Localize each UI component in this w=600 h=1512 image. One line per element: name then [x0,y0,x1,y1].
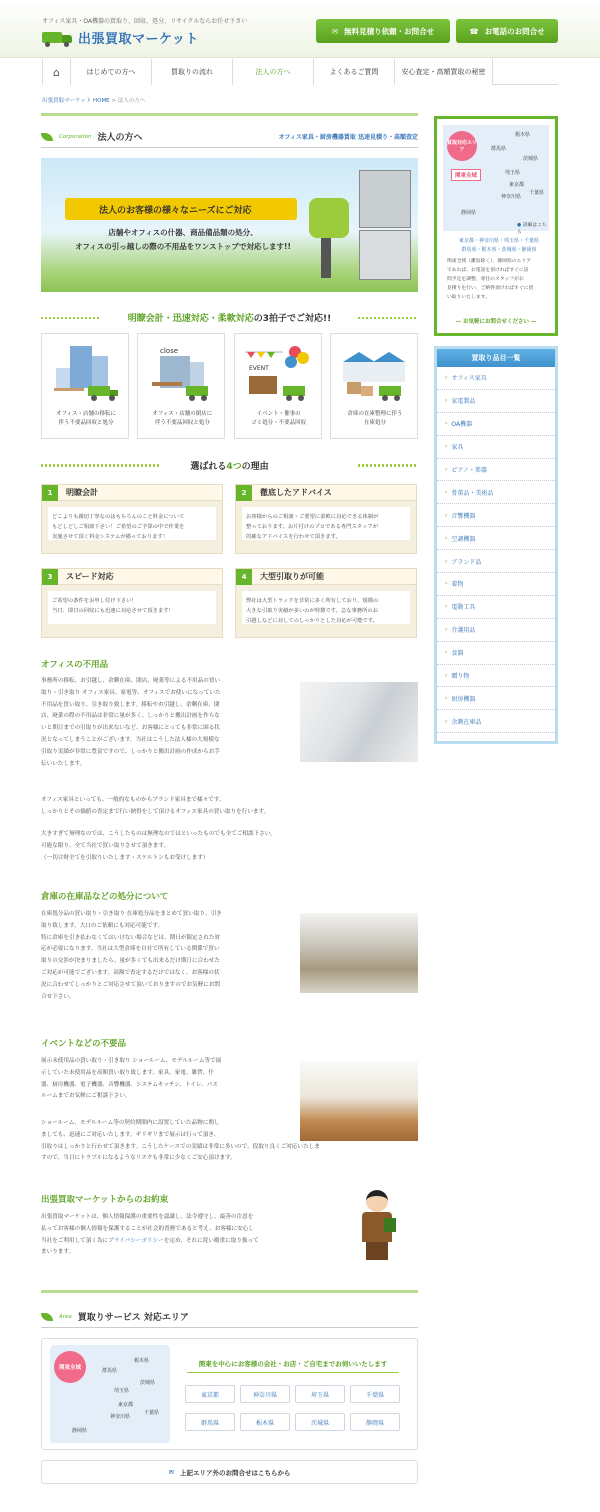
mail-icon: ✉ [168,1468,174,1476]
reasons-title-a: 選ばれる [190,461,227,472]
office-p3-line: 可能な限り、全て当社で買い取りさせて頂きます。 [41,842,170,849]
event-heading: イベントなどの不要品 [41,1039,127,1049]
category-item[interactable]: › 贈り物 [437,665,555,688]
warehouse-line: 特に倉庫を引き払わなくてはいけない場合などは、期日が限定された対 [41,934,221,941]
event-p1-line: 示していた未使用品を高額買い取り致します。家具、家電、雑貨、什 [41,1069,214,1076]
map-label: 栃木県 [134,1358,150,1364]
pref-button-tokyo[interactable]: 東京都 [185,1385,235,1403]
promise-line3b: を定め、それに従い衛重に取り扱って [163,1237,259,1244]
sidebar-detail-label: 詳細はこちら [517,223,547,235]
office-paragraph-1 [41,676,293,770]
warehouse-line: 応が必要になります。当社は大型倉庫を自社で所有している関係で買い [41,946,220,953]
sidebar-area-badge: 買取対応エリア [447,131,477,161]
pref-button-shizuoka[interactable]: 静岡県 [350,1413,400,1431]
reason-line1: どこよりも親切丁寧なのはもちろんのこと料金について [52,514,185,520]
area-rule [41,1290,418,1293]
area-box [41,1338,418,1450]
reason-title: スピード対応 [66,572,114,581]
card-caption-line2: 在庫処分 [363,420,386,426]
nav-item-secret[interactable]: 安心査定・高額買取の秘密 [395,59,493,85]
card-caption-line1: オフィス・店舗の閉店に [152,411,213,417]
leaf-icon [41,133,53,141]
office-p1-line: 不用品を買い取り、引き取り致します。移転やお引越し、余剰在庫、閉 [41,701,220,708]
event-p2-line: 引取りはしっかりと行わせて頂きます。こうしたケースでの実績は非常に多いので、段取り良くご対応いたしま [41,1143,320,1150]
reason-line1: 弊社は大型トラックを非常に多く所有しており、規模の [246,598,379,604]
reason-number: 4 [236,569,252,585]
category-item[interactable]: › 食器 [437,642,555,665]
nav-item-first-time[interactable]: はじめての方へ [71,59,152,85]
arrow-icon: ● [517,223,522,228]
promise-heading: 出張買取マーケットからのお約束 [41,1195,169,1205]
map-label: 神奈川県 [110,1414,131,1420]
office-p1-line: 事務所の移転、お引越し、余剰在庫、閉店、廃業等による不用品の買い [41,678,221,684]
category-item[interactable]: › ブランド品 [437,550,555,573]
reason-line1: ご希望の条件をお申し付け下さい！ [52,598,137,604]
home-icon: ⌂ [53,65,60,79]
global-nav [42,59,558,85]
reason-line1: お客様からのご相談・ご要望に柔軟に対応できる体制が [246,514,379,520]
card-office-move [41,333,129,439]
reason-number: 2 [236,485,252,501]
reasons-title [184,459,274,472]
category-item[interactable]: › 骨董品・美術品 [437,481,555,504]
office-p1-line: 伝いいたします。 [41,760,86,767]
category-item[interactable]: › 家電製品 [437,390,555,413]
reasons-title-b: 4つ [226,461,242,472]
event-paragraph-1 [41,1056,293,1103]
map-label: 東京都 [509,182,525,188]
category-item[interactable]: › OA機器 [437,413,555,436]
card-tag-event: EVENT [248,365,269,372]
reason-title: 明瞭会計 [66,488,98,497]
event-balloons-icon [243,342,315,402]
map-label: 埼玉県 [114,1388,130,1394]
category-item[interactable]: › 電動工具 [437,596,555,619]
map-label: 群馬県 [102,1368,118,1374]
reasons-title-c: の理由 [241,461,269,472]
card-caption [42,410,130,428]
outside-area-contact[interactable] [41,1460,418,1484]
category-item[interactable]: › 音響機器 [437,504,555,527]
warehouse-line: ご対応が可能でございます。高額で査定するだけではなく、お客様の状 [41,969,220,976]
office-paragraph-2 [41,795,418,819]
card-caption-line1: 倉庫の在庫整理に伴う [347,411,403,417]
reasons-heading [41,456,418,474]
pref-button-gunma[interactable]: 群馬県 [185,1413,235,1431]
warehouse-line: 況に合わせてしっかりとご対応させて頂いておりますのでお気軽にお問 [41,981,221,988]
reasons-dash-right [358,464,418,467]
nav-item-faq[interactable]: よくあるご質問 [314,59,395,85]
reason-header [42,569,222,585]
reason-card-2 [235,484,417,554]
breadcrumb-home[interactable]: 出張買取マーケット HOME [42,98,110,104]
card-caption-line2: 伴う不要品回収と処分 [154,420,210,426]
category-item[interactable]: › 着物 [437,573,555,596]
office-p2-line: オフィス家具といっても、一般的なものからブランド家具まで様々です。 [41,797,225,803]
office-photo [300,682,418,762]
reason-line3: 的確なアドバイスを行わせて頂きます。 [246,534,341,540]
office-p1-line: いと期日までの引取りが出来ないなど、お客様にとっても非常に困る状 [41,725,220,732]
site-logo[interactable] [42,28,199,47]
banner-text [122,311,338,324]
privacy-policy-link[interactable]: プライバシーポリシー [108,1237,164,1244]
hero-copy [65,226,301,254]
kanto-map [50,1345,170,1443]
sidebar-area-box[interactable] [434,116,558,336]
warehouse-paragraph [41,909,293,1003]
pref-button-saitama[interactable]: 埼玉県 [295,1385,345,1403]
reason-line3: 実施させて頂く料金システムが備っております！ [52,534,169,540]
event-p1-line: 展示未使用品の買い取り・引き取り ショールーム、モデルルーム等で展 [41,1058,222,1064]
pref-button-kanagawa[interactable]: 神奈川県 [240,1385,290,1403]
hero-line1: 店舗やオフィスの什器、商品備品類の処分、 [108,228,258,237]
cabinet-image [359,230,411,280]
promise-paragraph [41,1212,351,1259]
sidebar-category-menu [434,346,558,744]
card-warehouse [330,333,418,439]
map-label: 静岡県 [72,1428,88,1434]
breadcrumb-current: 法人の方へ [117,98,146,104]
reason-number: 1 [42,485,58,501]
reason-body [48,507,216,540]
phone-button-label: お電話のお問合せ [484,26,545,36]
card-event [234,333,322,439]
section-en: Corporation [59,133,92,140]
logo-text: 出張買取マーケット [78,32,199,47]
office-building-icon [50,342,122,402]
event-p1-line: ルームまでお気軽にご相談下さい。 [41,1093,131,1100]
event-p2-line: ましても、迅速にご対応いたします。ギリギリまで展示は行って頂き、 [41,1131,220,1138]
reason-line2: 当日、即日の回収にも迅速に対応させて頂きます！ [52,608,174,614]
card-caption-line1: イベント・催事の [256,411,301,417]
map-label: 千葉県 [529,190,545,196]
category-menu-title: 買取り品目一覧 [437,349,555,367]
reason-header [236,485,416,501]
office-p1-line: 引取り実績が非常に豊富ですので、しっかりと搬出計画の作成からお手 [41,748,220,755]
office-p2-line: しっかりとその価値の査定まで行い納得をして頂けるオフィス家具の買い取りを行います。 [41,808,270,815]
reason-header [236,569,416,585]
office-paragraph-3 [41,829,418,864]
office-p1-line: 況となってしまうことがございます。当社はこうした法人様の大規模な [41,736,220,743]
sidebar-area-desc [447,257,551,302]
pref-button-chiba[interactable]: 千葉県 [350,1385,400,1403]
category-item[interactable]: › オフィス家具 [437,367,555,390]
leaf-icon [41,1313,53,1321]
office-heading: オフィスの不用品 [41,660,109,670]
card-tag-close: close [160,347,179,355]
sidebar-pref-line: 東京都・神奈川県・埼玉県・千葉県 [458,238,539,244]
staff-illustration [356,1190,400,1260]
reason-number: 3 [42,569,58,585]
nav-item-flow[interactable]: 買取りの流れ [152,59,233,85]
promise-line3 [41,1236,351,1248]
card-store-closing [137,333,225,439]
nav-home[interactable] [43,59,71,85]
breadcrumb-sep: > [109,98,118,104]
map-label: 茨城県 [140,1380,156,1386]
sidebar-pref-line: 群馬県・栃木県・茨城県・静岡県 [461,247,537,253]
reason-title: 徹底したアドバイス [260,488,332,497]
card-caption-line1: オフィス・店舗の移転に [56,411,116,417]
desc-line: い取りいたします。 [447,295,490,300]
reason-body [48,591,216,624]
sidebar-pref-list [447,237,551,255]
reason-line2: 整っております。お片付けのプロである専門スタッフが [246,524,378,530]
phone-button[interactable] [456,19,558,43]
header-tagline: オフィス家具・OA機器の買取り、回収、処分、リサイクルならお任せ下さい [42,18,248,25]
area-title: 買取りサービス 対応エリア [77,1313,189,1323]
hero-line2: オフィスの引っ越しの際の不用品をワンストップで対応します!! [75,242,291,251]
desc-line: であれば、お電話を頂ければすぐに訪 [447,268,529,273]
warehouse-line: 合せ下さい。 [41,993,75,1000]
reason-title: 大型引取りが可能 [260,572,324,581]
pref-button-tochigi[interactable]: 栃木県 [240,1413,290,1431]
area-badge: 関東全域 [54,1351,86,1383]
reason-line3: 引越しなどに対してのしっかりとした対応が可能です。 [246,618,378,624]
reason-card-3 [41,568,223,638]
reason-header [42,485,222,501]
outside-area-label: 上記エリア外のお問合せはこちらから [179,1468,291,1477]
service-cards [41,333,418,439]
nav-item-corporate[interactable]: 法人の方へ [233,59,314,85]
hero-banner [41,158,418,292]
phone-icon: ☎ [469,26,479,36]
store-close-icon [146,342,218,402]
desc-line: 関東全域（離島除く）、静岡県のエリア [447,259,531,264]
office-p3-line: 大きすぎて無理なのでは、こうしたものは無理なのではといったものでも全てご相談下さい。 [41,831,276,837]
hero-badge: 法人のお客様の様々なニーズにご対応 [65,198,297,220]
map-label: 栃木県 [515,132,531,138]
event-p2-line: すので、当日にトラブルになるようなリスクも非常に少なくご安心頂けます。 [41,1155,236,1162]
reason-card-1 [41,484,223,554]
warehouse-heading: 倉庫の在庫品などの処分について [41,892,169,902]
reason-line2: もどしどしご相談下さい！ご希望のご予算の中で作業を [52,524,185,530]
promise-line4: まいります。 [41,1249,75,1256]
section-subtitle: オフィス家具・厨房機器買取 迅速見積り・高額査定 [278,134,418,141]
breadcrumb [42,96,145,104]
event-p1-line: 器、厨房機器、電子機器、音響機器、システムキッチン、トイレ、バス [41,1081,218,1088]
category-item[interactable]: › 厨房機器 [437,687,555,710]
map-label: 埼玉県 [505,170,521,176]
banner-prefix: 明瞭会計・迅速対応・柔軟対応 [127,313,254,324]
pref-button-ibaraki[interactable]: 茨城県 [295,1413,345,1431]
promise-line3a: 当社をご利用して頂く為に [41,1237,109,1244]
sidebar-area-label: 関東全域 [451,169,481,181]
banner-dash-right [358,317,418,319]
warehouse-line: 取り致します。大口のご依頼にも対応可能です。 [41,922,164,929]
desc-line: 見積りを行い、ご納得頂ければすぐに買 [447,286,534,291]
promise-line1: 出張買取マーケットは、個人情報保護の重要性を認識し、法令遵守し、最善の注意を [41,1214,254,1220]
card-caption-line2: ゴミ処分・不要品回収 [251,420,307,426]
reasons-dash-left [41,464,161,467]
map-label: 茨城県 [523,156,539,162]
sidebar-detail-link[interactable] [517,221,549,235]
sidebar-cta[interactable]: — お気軽にお問合せください — [455,319,537,325]
office-chair-stem [321,238,331,278]
reason-body [242,591,410,624]
office-chair-image [309,198,349,238]
event-paragraph-2 [41,1118,418,1165]
banner-dash-left [41,317,101,319]
category-item[interactable]: › 空調機器 [437,527,555,550]
card-caption [235,410,323,428]
sidebar-map [443,125,549,235]
truck-icon [42,30,74,46]
category-item[interactable]: › ピアノ・楽器 [437,459,555,482]
promise-line2: 払ってお客様の個人情報を保護することが社会的責務であると考え、お客様に安心し [41,1225,254,1232]
event-p2-line: ショールーム、モデルルーム等の契約期間内に設置していた品物に関し [41,1120,220,1126]
mail-icon: ✉ [331,26,339,36]
map-label: 千葉県 [144,1410,160,1416]
map-label: 東京都 [118,1402,134,1408]
card-caption [331,410,419,428]
office-p3-line: （一切合財全てを引取りいたします・スケルトンもお受けします） [41,854,209,861]
section-title-corporate [41,126,418,148]
area-en: Area [59,1313,72,1320]
page-title: 法人の方へ [97,133,143,143]
estimate-button-label: 無料見積り依頼・お問合せ [344,26,435,36]
reason-body [242,507,410,540]
warehouse-icon [339,342,411,402]
category-item[interactable]: › 介護用品 [437,619,555,642]
office-p1-line: 店、廃業の際の不用品は非常に量が多く、しっかりと搬出計画を作らな [41,713,220,720]
site-header [0,0,600,58]
desc-line: 問予定を調整、専任のスタッフがお [447,277,524,282]
office-p1-line: 取り・引き取り オフィス家具、家電等、オフィスでお使いになっていた [41,689,221,696]
banner-suffix: の3拍子でご対応!! [253,313,332,324]
area-headline: 関東を中心にお客様の会社・お店・ご自宅までお伺いいたします [187,1359,399,1373]
map-label: 神奈川県 [501,194,522,200]
warehouse-line: 在庫処分品の買い取り・引き取り 在庫処分品をまとめて買い取り、引き [41,911,222,917]
three-beat-banner [41,308,418,326]
area-section-title [41,1306,418,1328]
reason-line2: 大きな引取り実績が多いのが特徴です。急な事務所のお [246,608,378,614]
reason-card-4 [235,568,417,638]
estimate-button[interactable] [316,19,450,43]
category-item[interactable]: › 余剰在庫品 [437,710,555,733]
card-caption [138,410,226,428]
map-label: 群馬県 [491,146,507,152]
top-rule [41,113,418,116]
warehouse-line: 取りの交渉が決まりましたら、量が多くても出来るだけ期日に合わせた [41,958,221,965]
warehouse-photo [300,913,418,993]
fridge-image [359,170,411,228]
category-item[interactable]: › 家具 [437,436,555,459]
card-caption-line2: 伴う不要品回収と処分 [58,420,114,426]
map-label: 静岡県 [461,210,477,216]
